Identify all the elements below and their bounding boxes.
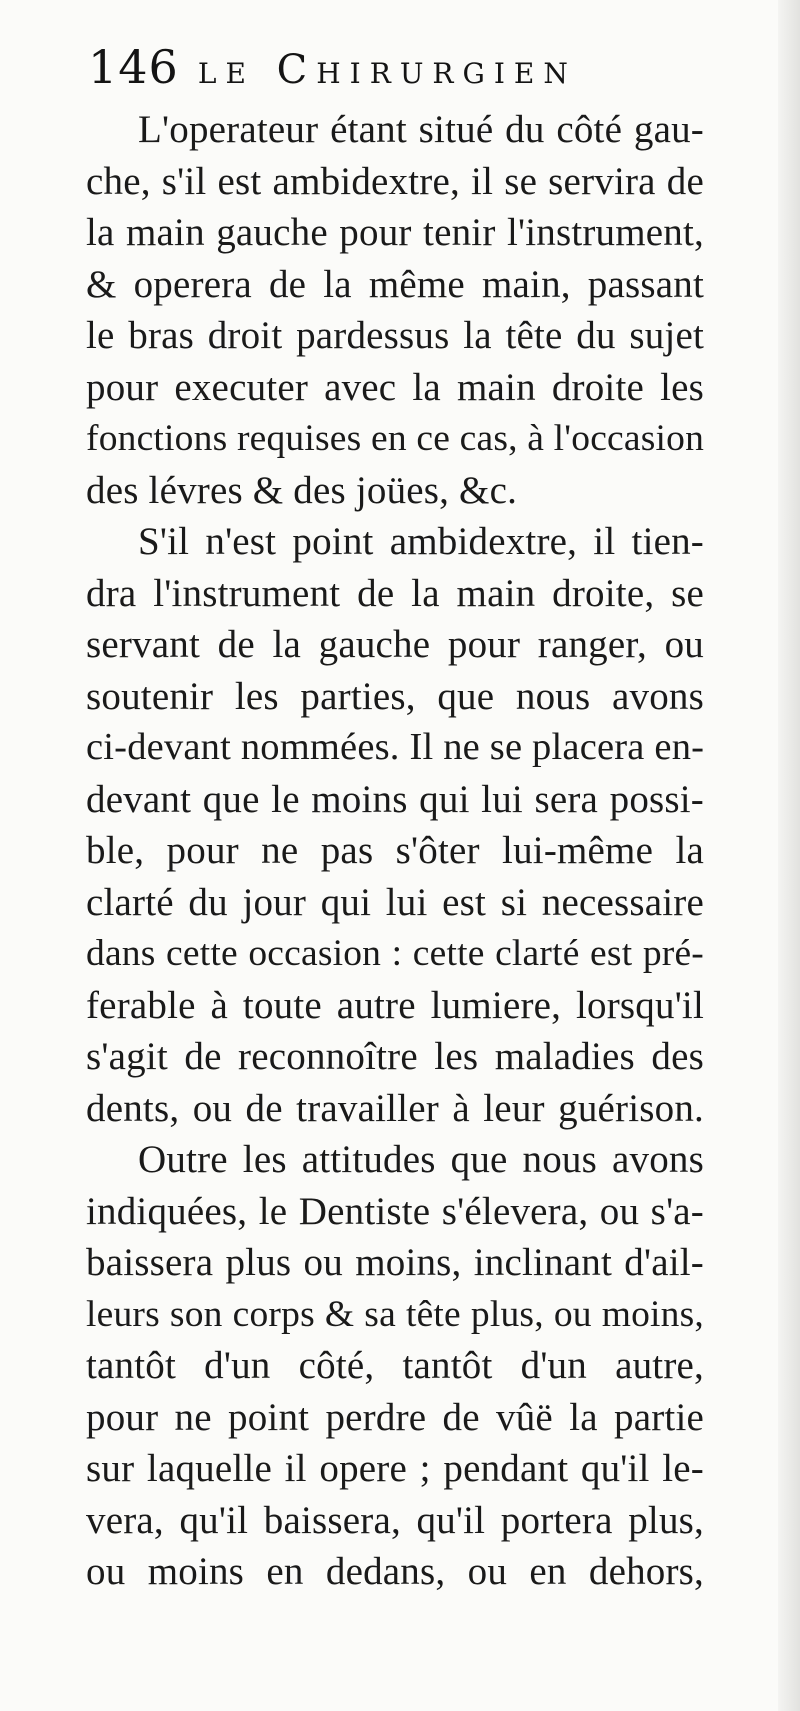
text-line: ci-devant nommées. Il ne se placera en-: [86, 726, 705, 768]
text-line: leurs son corps & sa tête plus, ou moins,: [86, 1293, 704, 1335]
text-line: des lévres & des joües, &c.: [86, 468, 518, 512]
page-number: 146: [88, 40, 179, 94]
text-line: che, s'il est ambidextre, il se servira de: [86, 159, 704, 203]
text-line: dans cette occasion : cette clarté est pré-: [86, 933, 704, 974]
body-text: [86, 104, 704, 1598]
text-line: S'il n'est point ambidextre, il tien-: [138, 520, 704, 563]
text-line: devant que le moins qui lui sera possi-: [86, 777, 704, 821]
text-line: clarté du jour qui lui est si necessaire: [86, 880, 704, 924]
text-line: le bras droit pardessus la tête du sujet: [86, 314, 704, 357]
text-line: pour executer avec la main droite les: [86, 365, 704, 409]
running-header: [88, 40, 708, 110]
text-line: ou moins en dedans, ou en dehors,: [86, 1550, 704, 1593]
text-line: ble, pour ne pas s'ôter lui-même la: [86, 829, 704, 872]
page-edge-shadow: [778, 0, 800, 1711]
text-line: indiquées, le Dentiste s'élevera, ou s'a-: [86, 1189, 704, 1233]
text-line: dents, ou de travailler à leur guérison.: [86, 1086, 704, 1130]
text-line: la main gauche pour tenir l'instrument,: [86, 211, 704, 254]
text-line: fonctions requises en ce cas, à l'occasion: [86, 418, 705, 459]
text-line: sur laquelle il opere ; pendant qu'il le-: [86, 1447, 704, 1490]
running-title: le Chirurgien: [197, 47, 577, 93]
text-line: servant de la gauche pour ranger, ou: [86, 623, 704, 666]
text-line: & operera de la même main, passant: [86, 262, 704, 306]
text-line: Outre les attitudes que nous avons: [138, 1138, 704, 1181]
text-line: L'operateur étant situé du côté gau-: [138, 108, 704, 151]
text-line: tantôt d'un côté, tantôt d'un autre,: [86, 1344, 704, 1387]
text-line: baissera plus ou moins, inclinant d'ail-: [86, 1241, 704, 1284]
text-line: ferable à toute autre lumiere, lorsqu'il: [86, 983, 704, 1027]
text-line: soutenir les parties, que nous avons: [86, 674, 704, 718]
text-line: s'agit de reconnoître les maladies des: [86, 1035, 704, 1078]
text-line: dra l'instrument de la main droite, se: [86, 571, 704, 615]
text-line: vera, qu'il baissera, qu'il portera plus,: [86, 1498, 704, 1542]
text-line: pour ne point perdre de vûë la partie: [86, 1395, 704, 1439]
